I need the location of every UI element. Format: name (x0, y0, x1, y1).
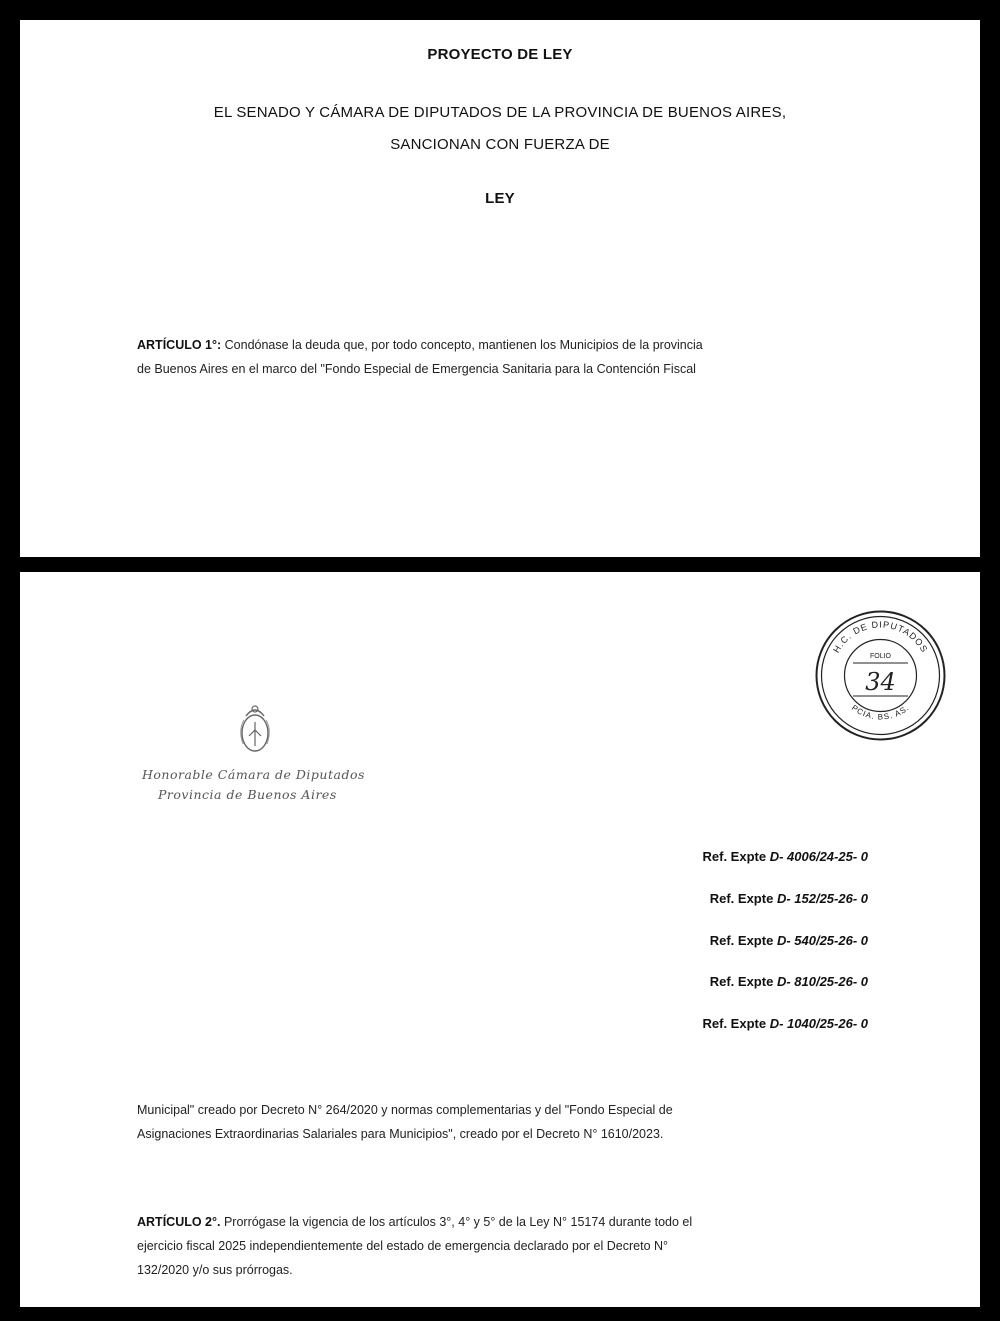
enacting-clause-line-2: SANCIONAN CON FUERZA DE (390, 136, 610, 153)
document-page-2 (20, 572, 980, 1307)
reference-prefix: Ref. Expte (709, 974, 774, 989)
reference-line (710, 974, 868, 989)
coat-of-arms-icon (234, 700, 276, 765)
institution-line-2: Provincia de Buenos Aires (158, 787, 337, 802)
reference-code: D- 152/25-26- 0 (776, 891, 868, 906)
article-2 (137, 1210, 872, 1282)
continuation-line-2: Asignaciones Extraordinarias Salariales para Municipios", creado por el Decreto N° 1610/2023. (137, 1127, 664, 1141)
document-page-1 (20, 20, 980, 557)
article-1-line-2: de Buenos Aires en el marco del "Fondo Especial de Emergencia Sanitaria para la Contención Fiscal (137, 362, 696, 376)
stamp-folio-number: 34 (865, 668, 896, 696)
reference-line (710, 891, 868, 906)
reference-line (710, 933, 868, 948)
institution-line-1: Honorable Cámara de Diputados (142, 767, 365, 782)
reference-prefix: Ref. Expte (709, 891, 774, 906)
bill-title: PROYECTO DE LEY (427, 46, 573, 63)
reference-prefix: Ref. Expte (709, 933, 774, 948)
article-2-line-2: ejercicio fiscal 2025 independientemente del estado de emergencia declarado por el Decreto N° (137, 1239, 669, 1253)
reference-code: D- 1040/25-26- 0 (769, 1016, 868, 1031)
article-1-line-1 (137, 333, 872, 357)
svg-text:H.C. DE DIPUTADOS (831, 619, 930, 654)
continuation-line-1: Municipal" creado por Decreto N° 264/2020 y normas complementarias y del "Fondo Especial de (137, 1103, 673, 1117)
folio-stamp (813, 608, 948, 743)
folio-stamp-seal (813, 608, 948, 743)
reference-prefix: Ref. Expte (702, 1016, 767, 1031)
stamp-bottom-text: PCIA. BS. AS. (849, 703, 912, 722)
ley-heading: LEY (485, 190, 515, 207)
institution-signature (142, 765, 372, 805)
reference-line (703, 849, 868, 864)
reference-prefix: Ref. Expte (702, 849, 767, 864)
svg-text:PCIA. BS. AS. (850, 703, 911, 721)
reference-code: D- 540/25-26- 0 (776, 933, 868, 948)
article-2-text: Prorrógase la vigencia de los artículos 3°, 4° y 5° de la Ley N° 15174 durante todo el (220, 1215, 693, 1229)
article-1-continuation (137, 1098, 872, 1146)
stamp-top-text: H.C. DE DIPUTADOS (831, 619, 930, 655)
reference-code: D- 4006/24-25- 0 (769, 849, 868, 864)
article-1-text: Condónase la deuda que, por todo concepto, mantienen los Municipios de la provincia (221, 338, 703, 352)
stamp-folio-label: FOLIO (869, 653, 892, 660)
article-2-label: ARTÍCULO 2°. (137, 1215, 221, 1229)
article-1 (137, 333, 872, 381)
article-2-line-1 (137, 1210, 872, 1234)
reference-line (703, 1016, 868, 1031)
enacting-clause-line-1: EL SENADO Y CÁMARA DE DIPUTADOS DE LA PROVINCIA DE BUENOS AIRES, (213, 104, 787, 121)
article-1-label: ARTÍCULO 1°: (137, 338, 222, 352)
article-2-line-3: 132/2020 y/o sus prórrogas. (137, 1263, 293, 1277)
reference-code: D- 810/25-26- 0 (776, 974, 868, 989)
